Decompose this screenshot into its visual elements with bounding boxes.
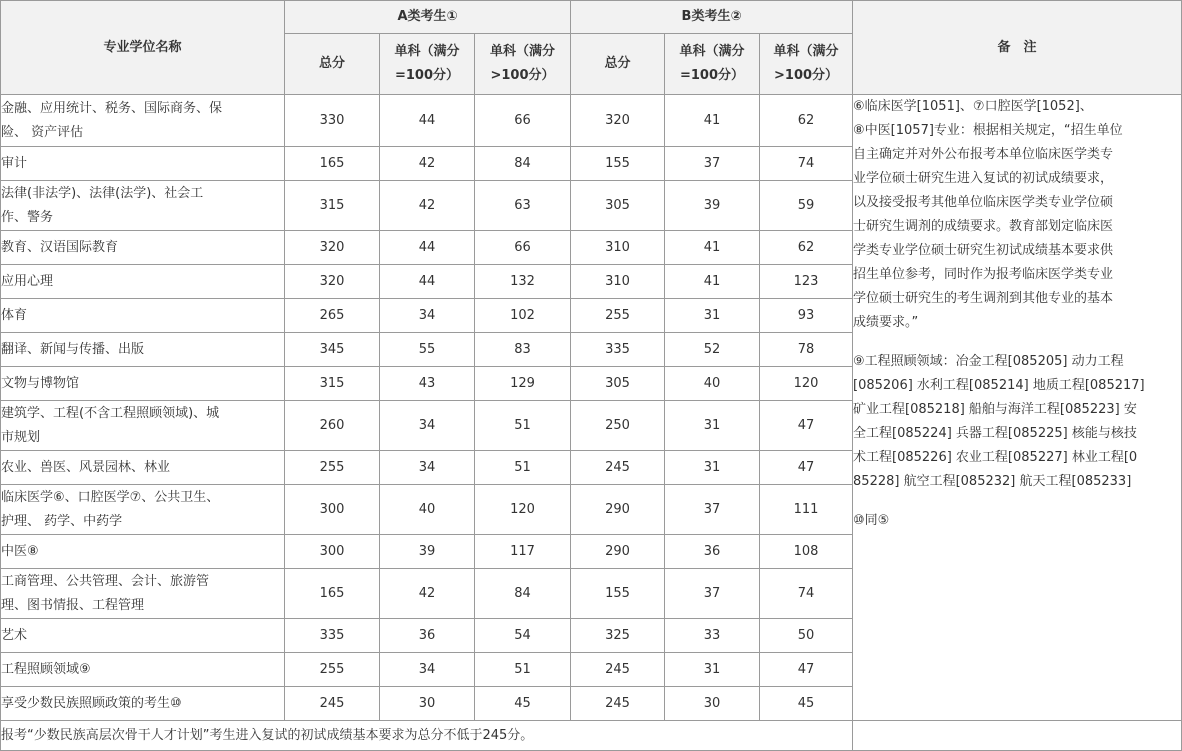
score-cell: 43 [380,367,475,401]
score-cell: 39 [665,181,760,231]
score-cell: 83 [475,333,571,367]
major-name-cell: 金融、应用统计、税务、国际商务、保 险、 资产评估 [1,95,285,147]
score-cell: 66 [475,231,571,265]
score-cell: 245 [571,653,665,687]
score-cell: 50 [760,619,853,653]
score-cell: 310 [571,265,665,299]
header-b-total: 总分 [571,34,665,95]
score-cell: 255 [285,451,380,485]
score-cell: 42 [380,147,475,181]
remark-note: ⑥临床医学[1051]、⑦口腔医学[1052]、 ⑧中医[1057]专业：根据相关规定，“招生单位 自主确定并对外公布报考本单位临床医学类专 业学位硕士研究生进入复试的初试成绩要求， 以及接受报考其他单位临床医学类专业学位硕 士研究生调剂的成绩要求。教育部划定临床医 学类专业学位硕士研究生初试成绩基本要求供 招生单位参考，同时作为报考临床医学类专业 学位硕士研究生的考生调剂到其他专业的基本 成绩要求。” [853,99,1123,330]
score-cell: 33 [665,619,760,653]
score-cell: 41 [665,231,760,265]
major-name-cell: 建筑学、工程(不含工程照顾领域)、城 市规划 [1,401,285,451]
header-group-a: A类考生① [285,1,571,34]
major-name-cell: 法律(非法学)、法律(法学)、社会工 作、警务 [1,181,285,231]
score-cell: 40 [380,485,475,535]
score-cell: 34 [380,299,475,333]
score-cell: 300 [285,485,380,535]
score-cell: 74 [760,147,853,181]
score-cell: 62 [760,95,853,147]
header-a-total: 总分 [285,34,380,95]
score-cell: 78 [760,333,853,367]
score-cell: 31 [665,451,760,485]
score-cell: 260 [285,401,380,451]
score-cell: 55 [380,333,475,367]
score-cell: 66 [475,95,571,147]
score-cell: 31 [665,653,760,687]
score-cell: 51 [475,653,571,687]
score-cell: 31 [665,401,760,451]
score-cell: 315 [285,181,380,231]
score-cell: 59 [760,181,853,231]
score-cell: 245 [571,451,665,485]
score-cell: 255 [571,299,665,333]
score-cell: 37 [665,485,760,535]
score-cell: 245 [285,687,380,721]
score-cell: 245 [571,687,665,721]
major-name-cell: 教育、汉语国际教育 [1,231,285,265]
score-cell: 102 [475,299,571,333]
score-cell: 310 [571,231,665,265]
score-cell: 315 [285,367,380,401]
score-cell: 265 [285,299,380,333]
score-cell: 108 [760,535,853,569]
score-cell: 325 [571,619,665,653]
score-cell: 129 [475,367,571,401]
score-cell: 45 [760,687,853,721]
score-cell: 155 [571,569,665,619]
header-group-b: B类考生② [571,1,853,34]
score-cell: 41 [665,95,760,147]
score-cell: 37 [665,147,760,181]
score-cell: 320 [285,265,380,299]
score-cell: 155 [571,147,665,181]
footer-empty-cell [853,721,1182,751]
score-cell: 84 [475,147,571,181]
score-cell: 123 [760,265,853,299]
major-name-cell: 文物与博物馆 [1,367,285,401]
score-cell: 335 [285,619,380,653]
major-name-cell: 农业、兽医、风景园林、林业 [1,451,285,485]
header-b-single-over-100: 单科（满分 >100分） [760,34,853,95]
score-cell: 117 [475,535,571,569]
score-cell: 40 [665,367,760,401]
score-cell: 44 [380,231,475,265]
remark-note: ⑩同⑤ [853,513,890,528]
score-cell: 30 [665,687,760,721]
score-cell: 120 [475,485,571,535]
score-cell: 34 [380,401,475,451]
major-name-cell: 体育 [1,299,285,333]
score-cell: 51 [475,451,571,485]
score-cell: 250 [571,401,665,451]
score-cell: 74 [760,569,853,619]
score-cell: 300 [285,535,380,569]
score-cell: 320 [571,95,665,147]
major-name-cell: 艺术 [1,619,285,653]
score-cell: 47 [760,401,853,451]
major-name-cell: 翻译、新闻与传播、出版 [1,333,285,367]
score-cell: 37 [665,569,760,619]
major-name-cell: 中医⑧ [1,535,285,569]
major-name-cell: 临床医学⑥、口腔医学⑦、公共卫生、 护理、 药学、中药学 [1,485,285,535]
footer-row [1,721,1182,751]
score-cell: 30 [380,687,475,721]
score-cell: 111 [760,485,853,535]
header-remark: 备 注 [853,1,1182,95]
footer-note: 报考“少数民族高层次骨干人才计划”考生进入复试的初试成绩基本要求为总分不低于245分。 [1,721,853,751]
score-cell: 62 [760,231,853,265]
score-cell: 36 [380,619,475,653]
score-cell: 34 [380,653,475,687]
score-cell: 42 [380,181,475,231]
score-cell: 47 [760,451,853,485]
score-cell: 320 [285,231,380,265]
major-name-cell: 享受少数民族照顾政策的考生⑩ [1,687,285,721]
header-major-name: 专业学位名称 [1,1,285,95]
score-cell: 31 [665,299,760,333]
score-cell: 84 [475,569,571,619]
score-cell: 305 [571,181,665,231]
score-cell: 36 [665,535,760,569]
remark-note: ⑨工程照顾领域：冶金工程[085205] 动力工程 [085206] 水利工程[085214] 地质工程[085217] 矿业工程[085218] 船舶与海洋工程[085223] 安 全工程[085224] 兵器工程[085225] 核能与核技 术工程[085226] 农业工程[085227] 林业工程[0 85228] 航空工程[085232] 航天工程[085233] [853,354,1145,489]
score-cell: 44 [380,265,475,299]
score-cell: 120 [760,367,853,401]
score-cell: 290 [571,535,665,569]
score-cell: 44 [380,95,475,147]
score-cell: 345 [285,333,380,367]
score-cell: 63 [475,181,571,231]
major-name-cell: 工商管理、公共管理、会计、旅游管 理、图书情报、工程管理 [1,569,285,619]
score-cell: 165 [285,569,380,619]
header-a-single-over-100: 单科（满分 >100分） [475,34,571,95]
score-cell: 45 [475,687,571,721]
major-name-cell: 应用心理 [1,265,285,299]
score-cell: 39 [380,535,475,569]
score-cell: 51 [475,401,571,451]
score-cell: 42 [380,569,475,619]
score-cell: 335 [571,333,665,367]
score-cell: 330 [285,95,380,147]
header-b-single-100: 单科（满分 =100分） [665,34,760,95]
score-cell: 47 [760,653,853,687]
score-cell: 41 [665,265,760,299]
score-cell: 54 [475,619,571,653]
score-cell: 93 [760,299,853,333]
table-row [1,95,1182,147]
score-cell: 165 [285,147,380,181]
score-cell: 132 [475,265,571,299]
remark-cell [853,95,1182,721]
header-a-single-100: 单科（满分 =100分） [380,34,475,95]
score-cell: 305 [571,367,665,401]
score-cell: 290 [571,485,665,535]
major-name-cell: 工程照顾领域⑨ [1,653,285,687]
score-cell: 52 [665,333,760,367]
major-name-cell: 审计 [1,147,285,181]
score-cell: 34 [380,451,475,485]
score-cell: 255 [285,653,380,687]
